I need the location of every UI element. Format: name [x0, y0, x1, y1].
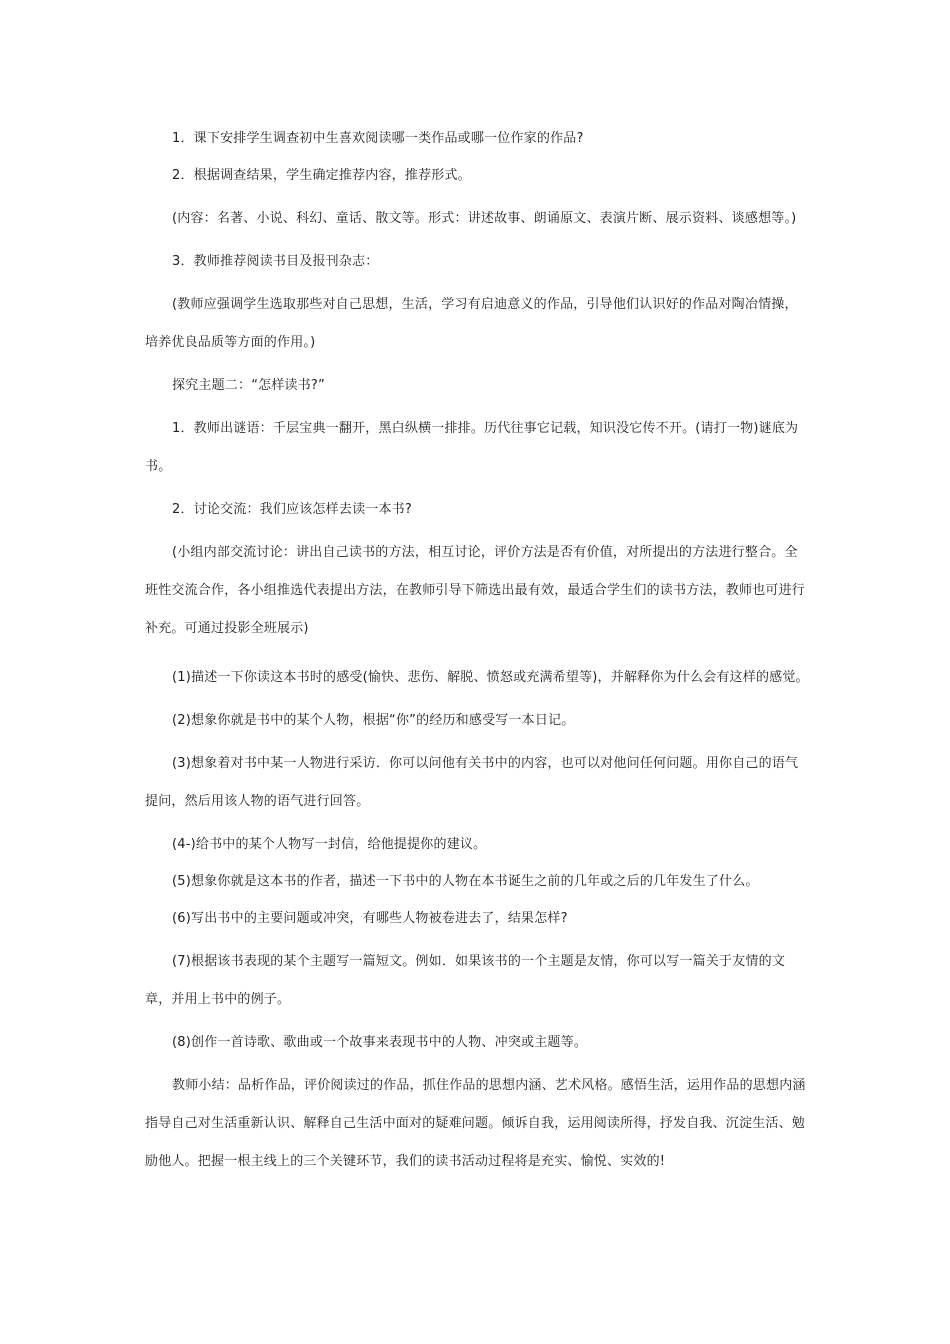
list-item-1: (1)描述一下你读这本书时的感受(愉快、悲伤、解脱、愤怒或充满希望等)，并解释你为什么会有这样的感觉。 [172, 670, 809, 685]
list-item-6: (6)写出书中的主要问题或冲突，有哪些人物被卷进去了，结果怎样? [172, 911, 568, 926]
paragraph-5: (教师应强调学生选取那些对自己思想，生活，学习有启迪意义的作品，引导他们认识好的作品对陶冶情操，培养优良品质等方面的作用。) [145, 297, 798, 350]
list-item-8: (8)创作一首诗歌、歌曲或一个故事来表现书中的人物、冲突或主题等。 [172, 1035, 588, 1050]
teacher-summary: 教师小结：品析作品，评价阅读过的作品，抓住作品的思想内涵、艺术风格。感悟生活，运用作品的思想内涵指导自己对生活重新认识、解释自己生活中面对的疑难问题。倾诉自我，运用阅读所得，抒发自我、沉淀生活、勉励他人。把握一根主线上的三个关键环节，我们的读书活动过程将是充实、愉悦、实效的! [145, 1078, 806, 1169]
list-item-3: (3)想象着对书中某一人物进行采访．你可以问他有关书中的内容，也可以对他问任何问题。用你自己的语气提问，然后用该人物的语气进行回答。 [145, 756, 799, 809]
paragraph-7: 1．教师出谜语：千层宝典一翻开，黑白纵横一排排。历代往事它记载，知识没它传不开。(请打一物)谜底为书。 [145, 421, 799, 474]
paragraph-9: (小组内部交流讨论：讲出自己读书的方法，相互讨论，评价方法是否有价值，对所提出的方法进行整合。全班性交流合作，各小组推选代表提出方法，在教师引导下筛选出最有效，最适合学生们的读书方法，教师也可进行补充。可通过投影全班展示) [145, 545, 806, 636]
list-item-7: (7)根据该书表现的某个主题写一篇短文。例如．如果该书的一个主题是友情，你可以写一篇关于友情的文章，并用上书中的例子。 [145, 954, 786, 1007]
paragraph-8: 2．讨论交流：我们应该怎样去读一本书? [172, 502, 412, 517]
paragraph-3: (内容：名著、小说、科幻、童话、散文等。形式：讲述故事、朗诵原文、表演片断、展示资料、谈感想等。) [172, 211, 797, 226]
list-item-4: (4-)给书中的某个人物写一封信，给他提提你的建议。 [172, 837, 487, 852]
section-heading: 探究主题二：“怎样读书?” [172, 378, 325, 393]
document-body [145, 126, 810, 1192]
paragraph-1: 1．课下安排学生调查初中生喜欢阅读哪一类作品或哪一位作家的作品? [172, 131, 584, 146]
list-item-2: (2)想象你就是书中的某个人物，根据“你”的经历和感受写一本日记。 [172, 713, 575, 728]
paragraph-4: 3．教师推荐阅读书目及报刊杂志： [172, 254, 379, 269]
paragraph-2: 2．根据调查结果，学生确定推荐内容，推荐形式。 [172, 168, 471, 183]
list-item-5: (5)想象你就是这本书的作者，描述一下书中的人物在本书诞生之前的几年或之后的几年发生了什么。 [172, 874, 759, 889]
